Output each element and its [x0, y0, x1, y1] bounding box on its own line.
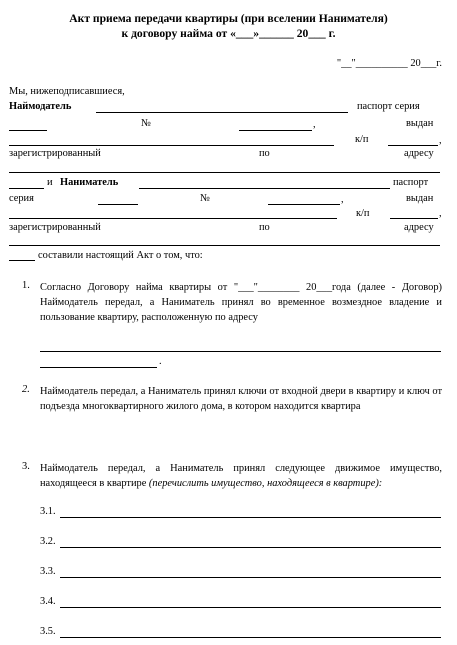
item-3-text-main: Наймодатель передал, а Наниматель принял следующее движимое имущество, находящееся в квартире	[40, 463, 442, 489]
kp-label: к/п	[355, 134, 369, 145]
tenant-address-line[interactable]	[9, 245, 440, 246]
item-3-text	[40, 461, 442, 491]
compiled-text: составили настоящий Акт о том, что:	[38, 250, 203, 261]
landlord-address-end-line[interactable]	[9, 188, 44, 189]
subitem-3-3-line[interactable]	[60, 577, 441, 578]
intro-text: Мы, нижеподписавшиеся,	[9, 86, 125, 97]
passport-series-label: паспорт серия	[357, 101, 420, 112]
landlord-number-line[interactable]	[239, 130, 312, 131]
document-title: Акт приема передачи квартиры (при вселении Нанимателя)	[69, 12, 388, 25]
item-1-text: Согласно Договору найма квартиры от "___"________ 20___года (далее - Договор) Наймодатель передал, а Наниматель принял во временное возмездное владение и пользование квартиру, расположенную по адресу	[40, 282, 442, 323]
landlord-address-line[interactable]	[9, 172, 440, 173]
subitem-3-2-label: 3.2.	[40, 536, 56, 547]
item-1-number: 1.	[22, 280, 30, 291]
tenant-address-end-line[interactable]	[9, 260, 35, 261]
series-label: серия	[9, 193, 34, 204]
landlord-name-line[interactable]	[96, 112, 348, 113]
number-sign: №	[200, 193, 210, 204]
subitem-3-4-line[interactable]	[60, 607, 441, 608]
tenant-series-line[interactable]	[98, 204, 138, 205]
subitem-3-5-line[interactable]	[60, 637, 441, 638]
subitem-3-4-label: 3.4.	[40, 596, 56, 607]
landlord-label: Наймодатель	[9, 101, 72, 112]
at-label: по	[259, 148, 270, 159]
tenant-passport-label: паспорт	[393, 177, 429, 188]
tenant-issued-line[interactable]	[9, 218, 337, 219]
subitem-3-1-label: 3.1.	[40, 506, 56, 517]
item-1-address-line[interactable]	[40, 351, 441, 352]
and-label: и	[47, 177, 53, 188]
item-3-number: 3.	[22, 461, 30, 472]
landlord-issued-line[interactable]	[9, 145, 334, 146]
address-label: адресу	[404, 222, 434, 233]
comma: ,	[313, 119, 316, 130]
item-2-text: Наймодатель передал, а Наниматель принял ключи от входной двери в квартиру и ключ от подъезда многоквартирного жилого дома, в котором находится квартира	[40, 386, 442, 412]
subitem-3-1-line[interactable]	[60, 517, 441, 518]
tenant-kp-line[interactable]	[390, 218, 438, 219]
at-label: по	[259, 222, 270, 233]
issued-label: выдан	[406, 118, 434, 129]
registered-label: зарегистрированный	[9, 222, 101, 233]
item-1-address-line-2[interactable]	[40, 367, 157, 368]
item-1-period: .	[159, 356, 162, 367]
comma: ,	[439, 208, 442, 219]
tenant-label: Наниматель	[60, 177, 119, 188]
item-2-number: 2.	[22, 384, 30, 395]
tenant-name-line[interactable]	[139, 188, 390, 189]
date-line: "__"__________ 20___г.	[336, 58, 442, 69]
item-3-text-note: (перечислить имущество, находящееся в квартире):	[148, 478, 383, 489]
address-label: адресу	[404, 148, 434, 159]
subitem-3-3-label: 3.3.	[40, 566, 56, 577]
landlord-kp-line[interactable]	[388, 145, 438, 146]
subitem-3-5-label: 3.5.	[40, 626, 56, 637]
document-subtitle: к договору найма от «___»______ 20___ г.	[121, 27, 336, 40]
tenant-number-line[interactable]	[268, 204, 340, 205]
issued-label: выдан	[406, 193, 434, 204]
comma: ,	[439, 135, 442, 146]
comma: ,	[341, 194, 344, 205]
registered-label: зарегистрированный	[9, 148, 101, 159]
kp-label: к/п	[356, 208, 370, 219]
subitem-3-2-line[interactable]	[60, 547, 441, 548]
landlord-series-line[interactable]	[9, 130, 47, 131]
number-sign: №	[141, 118, 151, 129]
